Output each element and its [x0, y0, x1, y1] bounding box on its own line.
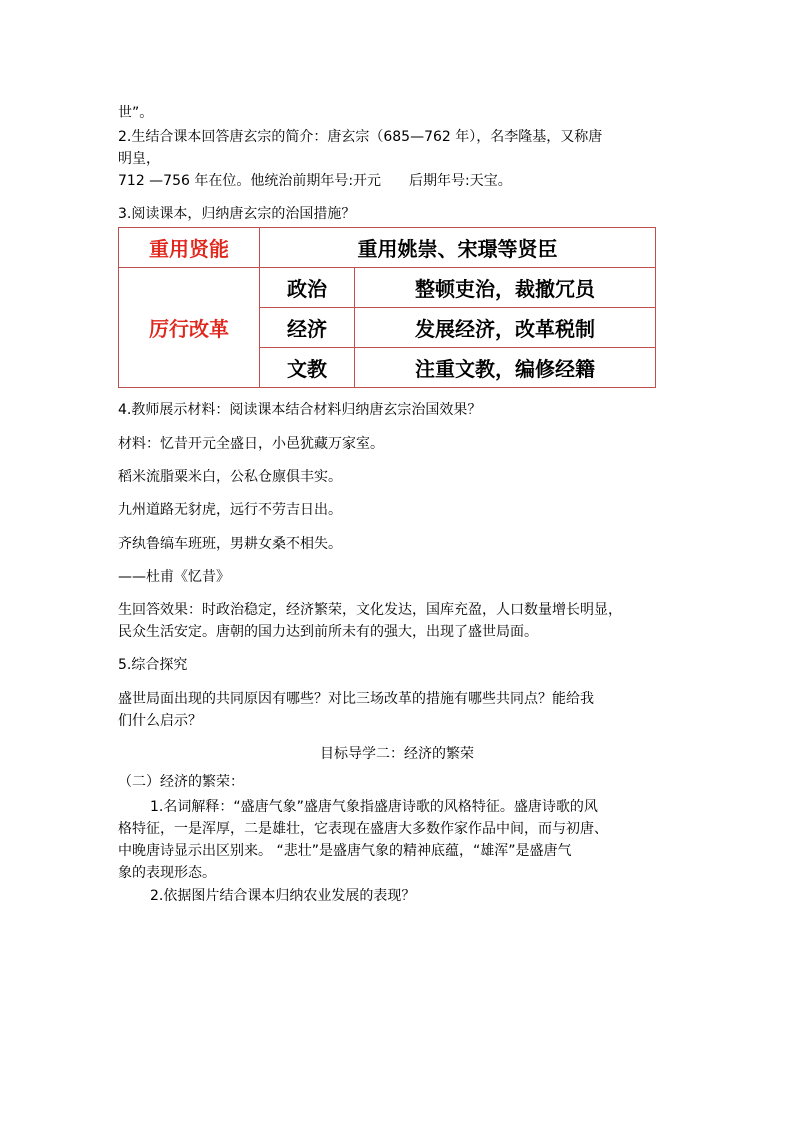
row-content-cell: 重用姚崇、宋璟等贤臣: [260, 228, 656, 268]
section-heading: 5.综合探究: [118, 657, 188, 673]
poem-line: 稻米流脂粟米白，公私仓廪俱丰实。: [118, 469, 342, 485]
sub-content-cell: 注重文教，编修经籍: [355, 348, 656, 388]
text-line: 格特征，一是浑厚，二是雄壮，它表现在盛唐大多数作家作品中间，而与初唐、: [118, 821, 608, 837]
section-title: 目标导学二：经济的繁荣: [320, 746, 474, 762]
subsection-heading: （二）经济的繁荣：: [118, 774, 244, 790]
text-line: 2.生结合课本回答唐玄宗的简介：唐玄宗（685—762 年），名李隆基，又称唐: [118, 129, 603, 145]
group-label-cell: 厉行改革: [119, 268, 260, 388]
sub-content-cell: 发展经济，改革税制: [355, 308, 656, 348]
question-heading: 4.教师展示材料：阅读课本结合材料归纳唐玄宗治国效果？: [118, 402, 482, 418]
text-line: 象的表现形态。: [118, 865, 216, 881]
poem-line: 齐纨鲁缟车班班，男耕女桑不相失。: [118, 536, 342, 552]
table-row: [119, 228, 656, 268]
text-line: 1.名词解释：“盛唐气象”盛唐气象指盛唐诗歌的风格特征。盛唐诗歌的风: [150, 799, 598, 815]
sub-label-cell: 经济: [260, 308, 355, 348]
measures-table: [118, 227, 656, 388]
poem-line: 材料：忆昔开元全盛日，小邑犹藏万家室。: [118, 436, 384, 452]
text-line: 生回答效果：时政治稳定，经济繁荣，文化发达，国库充盈，人口数量增长明显，: [118, 602, 622, 618]
text-line: 民众生活安定。唐朝的国力达到前所未有的强大，出现了盛世局面。: [118, 624, 538, 640]
question-heading: 2.依据图片结合课本归纳农业发展的表现？: [150, 888, 416, 904]
poem-line: 九州道路无豺虎，远行不劳吉日出。: [118, 502, 342, 518]
table-row: [119, 268, 656, 308]
text-line: 世”。: [118, 105, 154, 121]
text-line: 明皇，: [118, 151, 160, 167]
text-line: 盛世局面出现的共同原因有哪些？对比三场改革的措施有哪些共同点？能给我: [118, 691, 594, 707]
sub-content-cell: 整顿吏治，裁撤冗员: [355, 268, 656, 308]
row-label-cell: 重用贤能: [119, 228, 260, 268]
sub-label-cell: 文教: [260, 348, 355, 388]
sub-label-cell: 政治: [260, 268, 355, 308]
text-line: 中晚唐诗显示出区别来。 “悲壮”是盛唐气象的精神底蕴，“雄浑”是盛唐气: [118, 843, 572, 859]
question-heading: 3.阅读课本，归纳唐玄宗的治国措施？: [118, 206, 356, 222]
poem-attribution: ——杜甫《忆昔》: [118, 569, 230, 585]
text-line: 712 —756 年在位。他统治前期年号:开元 后期年号:天宝。: [118, 173, 512, 189]
text-line: 们什么启示？: [118, 713, 202, 729]
